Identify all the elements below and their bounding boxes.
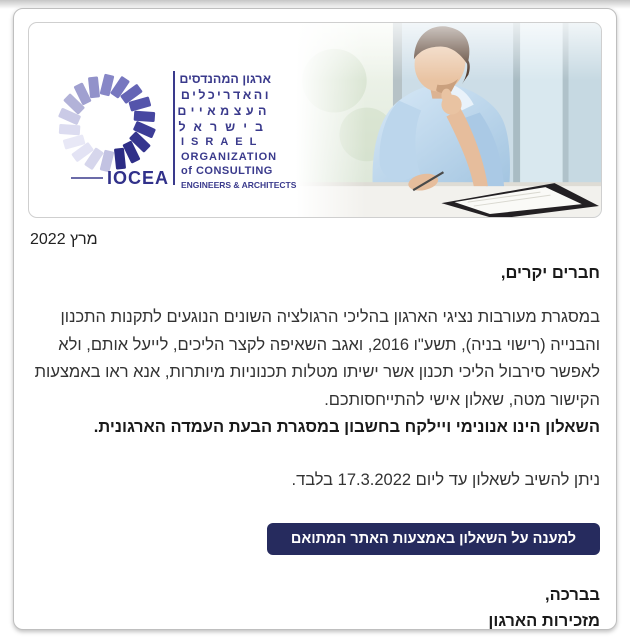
email-body (30, 218, 600, 634)
logo-text-block (177, 69, 297, 192)
logo-hebrew-line: בישראל (178, 120, 271, 134)
signoff: בברכה, (544, 585, 600, 604)
logo-english-line: ENGINEERS & ARCHITECTS (181, 179, 297, 190)
signature: מזכירות הארגון (488, 611, 600, 630)
main-paragraph: במסגרת מעורבות נציגי הארגון בהליכי הרגולציה השונים הנוגעים לתקנות התכנון והבנייה (רישוי בניה), תשע"ו 2016, ואגב השאיפה לקצר הליכים, לייעל אותם, ולא לאפשר סירבול הליכי תכנון אשר ישיתו מטלות תכנוניות מיותרות, אנא ראו באמצעות הקישור מטה, שאלון אישי להתייחסותכם. (34, 308, 600, 409)
iocea-ring-icon (55, 69, 170, 191)
email-card (13, 8, 617, 630)
logo-divider (173, 71, 175, 185)
iocea-acronym: IOCEA (107, 168, 170, 188)
logo-hebrew-line: העצמאיים (177, 104, 271, 118)
iocea-logo (55, 69, 297, 192)
header-photo (296, 23, 601, 217)
logo-english-line: ORGANIZATION (181, 150, 278, 163)
answer-questionnaire-button[interactable]: למענה על השאלון באמצעות האתר המתואם (267, 523, 600, 555)
header-banner (28, 22, 602, 218)
greeting: חברים יקרים, (500, 264, 600, 282)
photo-left-fade (296, 23, 366, 217)
bold-note: השאלון הינו אנונימי ויילקח בחשבון במסגרת הבעת העמדה הארגונית. (93, 418, 600, 436)
date-line: מרץ 2022 (30, 231, 98, 248)
logo-english-line: ISRAEL (181, 136, 264, 148)
deadline-line: ניתן להשיב לשאלון עד ליום 17.3.2022 בלבד. (291, 470, 600, 489)
logo-hebrew-line: ארגון המהנדסים (179, 72, 271, 86)
logo-hebrew-line: והאדריכלים (180, 88, 271, 102)
button-row (30, 523, 600, 555)
logo-english-line: of CONSULTING (181, 165, 273, 177)
